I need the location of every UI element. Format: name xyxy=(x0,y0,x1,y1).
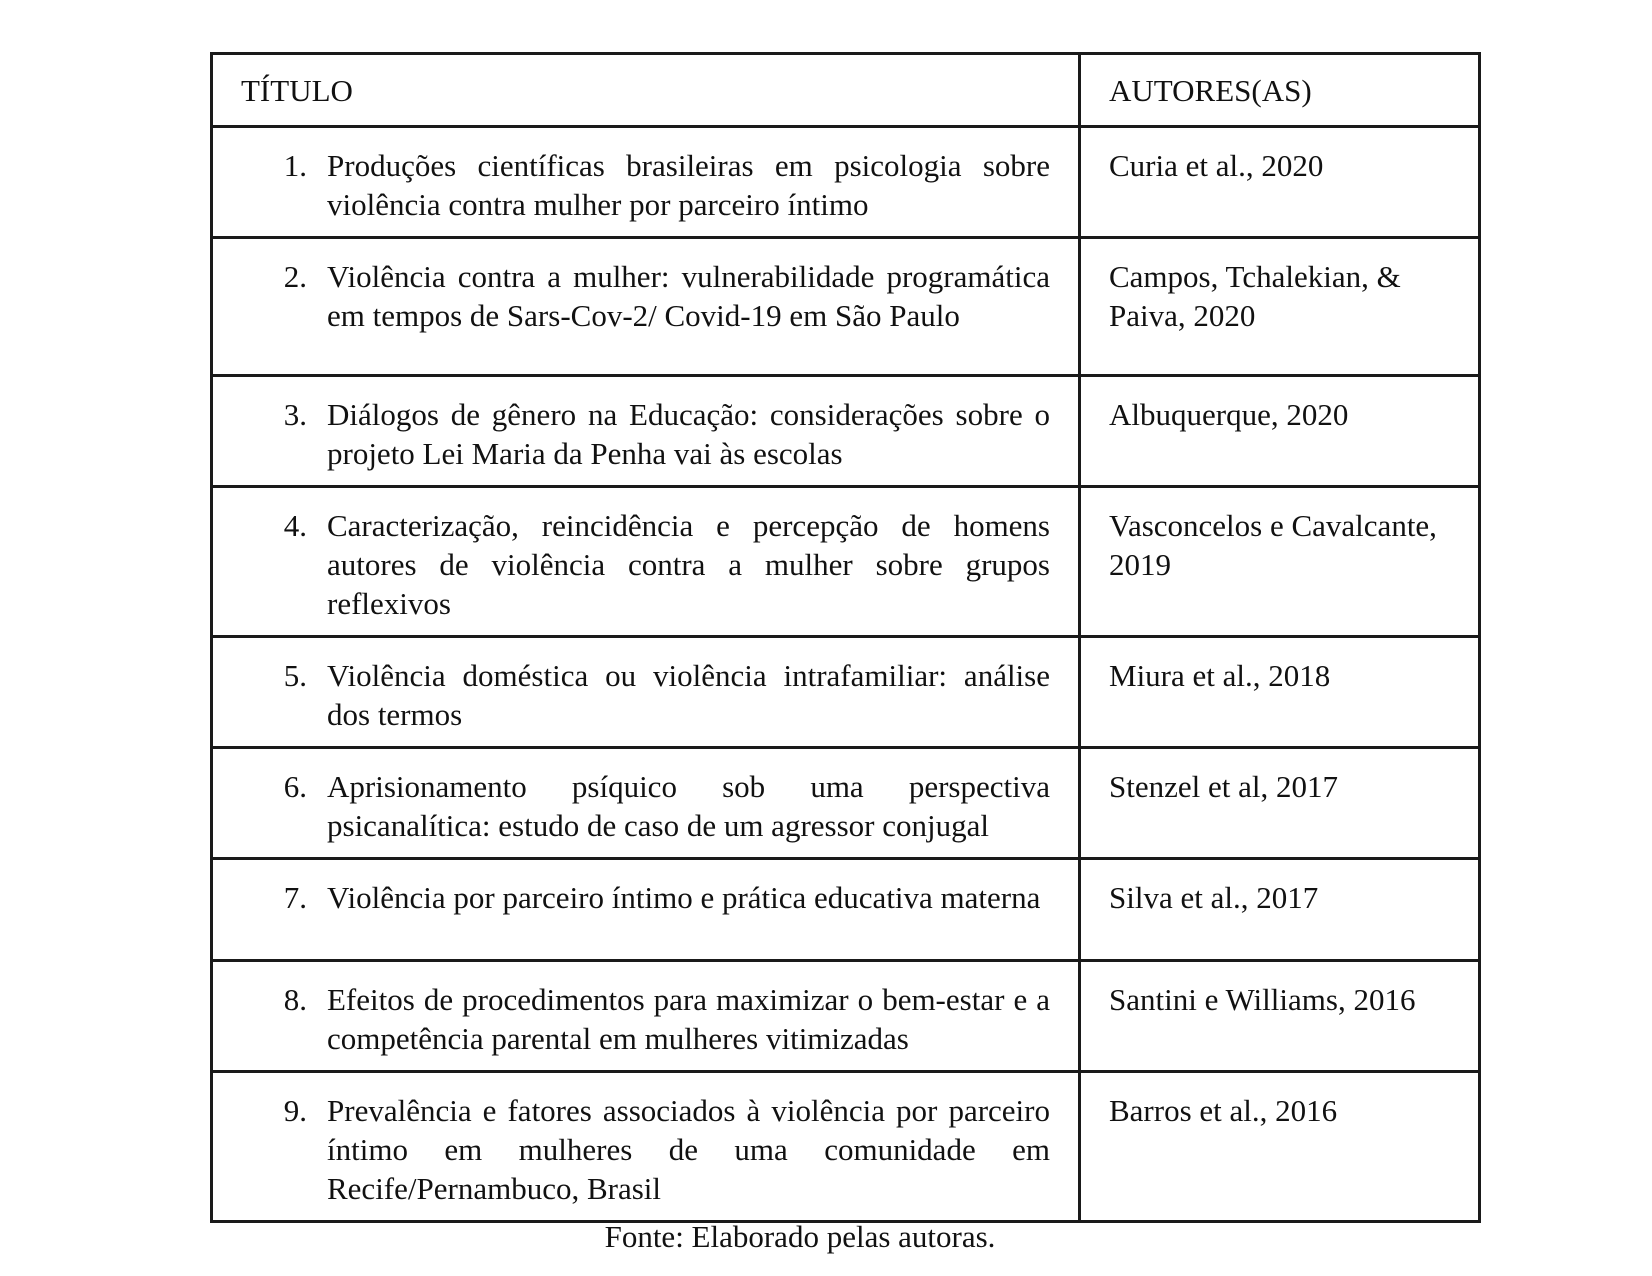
row-number: 6. xyxy=(283,769,307,804)
title-cell xyxy=(212,859,1080,961)
row-authors: Santini e Williams, 2016 xyxy=(1080,961,1480,1072)
title-cell xyxy=(212,238,1080,376)
title-cell xyxy=(212,487,1080,637)
row-authors: Stenzel et al, 2017 xyxy=(1080,748,1480,859)
row-authors: Silva et al., 2017 xyxy=(1080,859,1480,961)
row-title: Diálogos de gênero na Educação: considerações sobre o projeto Lei Maria da Penha vai às escolas xyxy=(327,397,1050,471)
row-authors: Miura et al., 2018 xyxy=(1080,637,1480,748)
row-authors: Curia et al., 2020 xyxy=(1080,127,1480,238)
row-title: Violência contra a mulher: vulnerabilidade programática em tempos de Sars-Cov-2/ Covid-19 em São Paulo xyxy=(327,259,1050,333)
row-number: 4. xyxy=(283,508,307,543)
table-header-row xyxy=(212,54,1480,127)
header-title: TÍTULO xyxy=(212,54,1080,127)
title-cell xyxy=(212,637,1080,748)
table-caption: Fonte: Elaborado pelas autoras. xyxy=(604,1219,996,1254)
row-number: 1. xyxy=(283,148,307,183)
table-row xyxy=(212,748,1480,859)
table-row xyxy=(212,961,1480,1072)
row-authors: Barros et al., 2016 xyxy=(1080,1072,1480,1222)
title-cell xyxy=(212,127,1080,238)
row-title: Produções científicas brasileiras em psicologia sobre violência contra mulher por parceiro íntimo xyxy=(327,148,1050,222)
row-number: 3. xyxy=(283,397,307,432)
row-authors: Vasconcelos e Cavalcante, 2019 xyxy=(1080,487,1480,637)
row-authors: Albuquerque, 2020 xyxy=(1080,376,1480,487)
row-number: 2. xyxy=(283,259,307,294)
row-number: 7. xyxy=(283,880,307,915)
title-cell xyxy=(212,961,1080,1072)
table-row xyxy=(212,1072,1480,1222)
row-authors: Campos, Tchalekian, & Paiva, 2020 xyxy=(1080,238,1480,376)
header-authors: AUTORES(AS) xyxy=(1080,54,1480,127)
table-row xyxy=(212,637,1480,748)
row-number: 9. xyxy=(283,1093,307,1128)
row-title: Violência por parceiro íntimo e prática educativa materna xyxy=(327,880,1041,915)
table-row xyxy=(212,487,1480,637)
title-cell xyxy=(212,748,1080,859)
table-row xyxy=(212,238,1480,376)
row-title: Efeitos de procedimentos para maximizar o bem-estar e a competência parental em mulheres vitimizadas xyxy=(327,982,1050,1056)
title-cell xyxy=(212,376,1080,487)
row-title: Caracterização, reincidência e percepção de homens autores de violência contra a mulher sobre grupos reflexivos xyxy=(327,508,1050,621)
row-title: Aprisionamento psíquico sob uma perspectiva psicanalítica: estudo de caso de um agressor conjugal xyxy=(327,769,1050,843)
table-row xyxy=(212,376,1480,487)
row-title: Violência doméstica ou violência intrafamiliar: análise dos termos xyxy=(327,658,1050,732)
references-table xyxy=(210,52,1481,1223)
row-number: 8. xyxy=(283,982,307,1017)
row-number: 5. xyxy=(283,658,307,693)
table-row xyxy=(212,859,1480,961)
table-row xyxy=(212,127,1480,238)
row-title: Prevalência e fatores associados à violência por parceiro íntimo em mulheres de uma comunidade em Recife/Pernambuco, Brasil xyxy=(327,1093,1050,1206)
title-cell xyxy=(212,1072,1080,1222)
